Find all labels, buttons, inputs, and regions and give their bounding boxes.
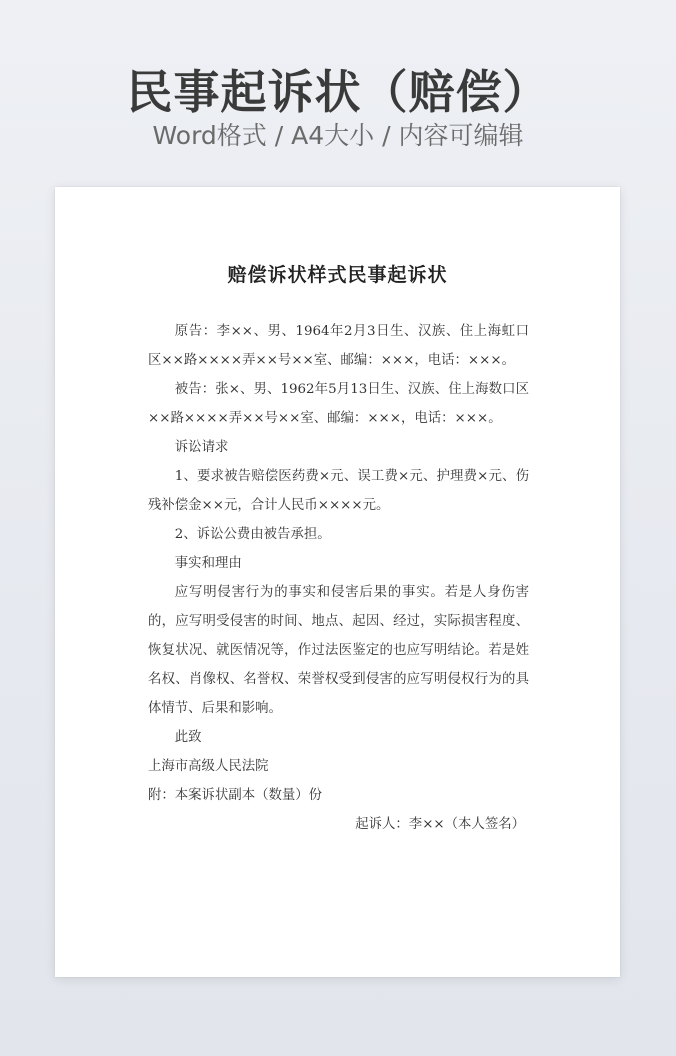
court-name: 上海市高级人民法院 [148,759,269,774]
claim-item-2: 2、诉讼公费由被告承担。 [174,527,331,542]
document-title: 赔偿诉状样式民事起诉状 [227,264,448,286]
signature-line: 起诉人：李××（本人签名） [355,817,525,832]
defendant-paragraph: 被告：张×、男、1962年5月13日生、汉族、住上海数口区××路××××弄××号××室、邮编：×××，电话：×××。 [148,382,529,426]
document-page [55,187,620,977]
page-title: 民事起诉状（赔偿） [126,65,550,119]
plaintiff-paragraph: 原告：李××、男、1964年2月3日生、汉族、住上海虹口区××路××××弄××号××室、邮编：×××，电话：×××。 [148,324,529,368]
document-body [148,317,529,839]
facts-heading: 事实和理由 [174,556,242,571]
facts-paragraph: 应写明侵害行为的事实和侵害后果的事实。若是人身伤害的，应写明受侵害的时间、地点、起因、经过，实际损害程度、恢复状况、就医情况等，作过法医鉴定的也应写明结论。若是姓名权、肖像权、名誉权、荣誉权受到侵害的应写明侵权行为的具体情节、后果和影响。 [148,585,529,716]
claim-item-1: 1、要求被告赔偿医药费×元、误工费×元、护理费×元、伤残补偿金××元，合计人民币××××元。 [148,469,529,513]
page-subtitle: Word格式 / A4大小 / 内容可编辑 [152,121,524,150]
salutation: 此致 [174,730,202,745]
attachment-line: 附：本案诉状副本（数量）份 [148,788,323,803]
claims-heading: 诉讼请求 [174,440,229,455]
